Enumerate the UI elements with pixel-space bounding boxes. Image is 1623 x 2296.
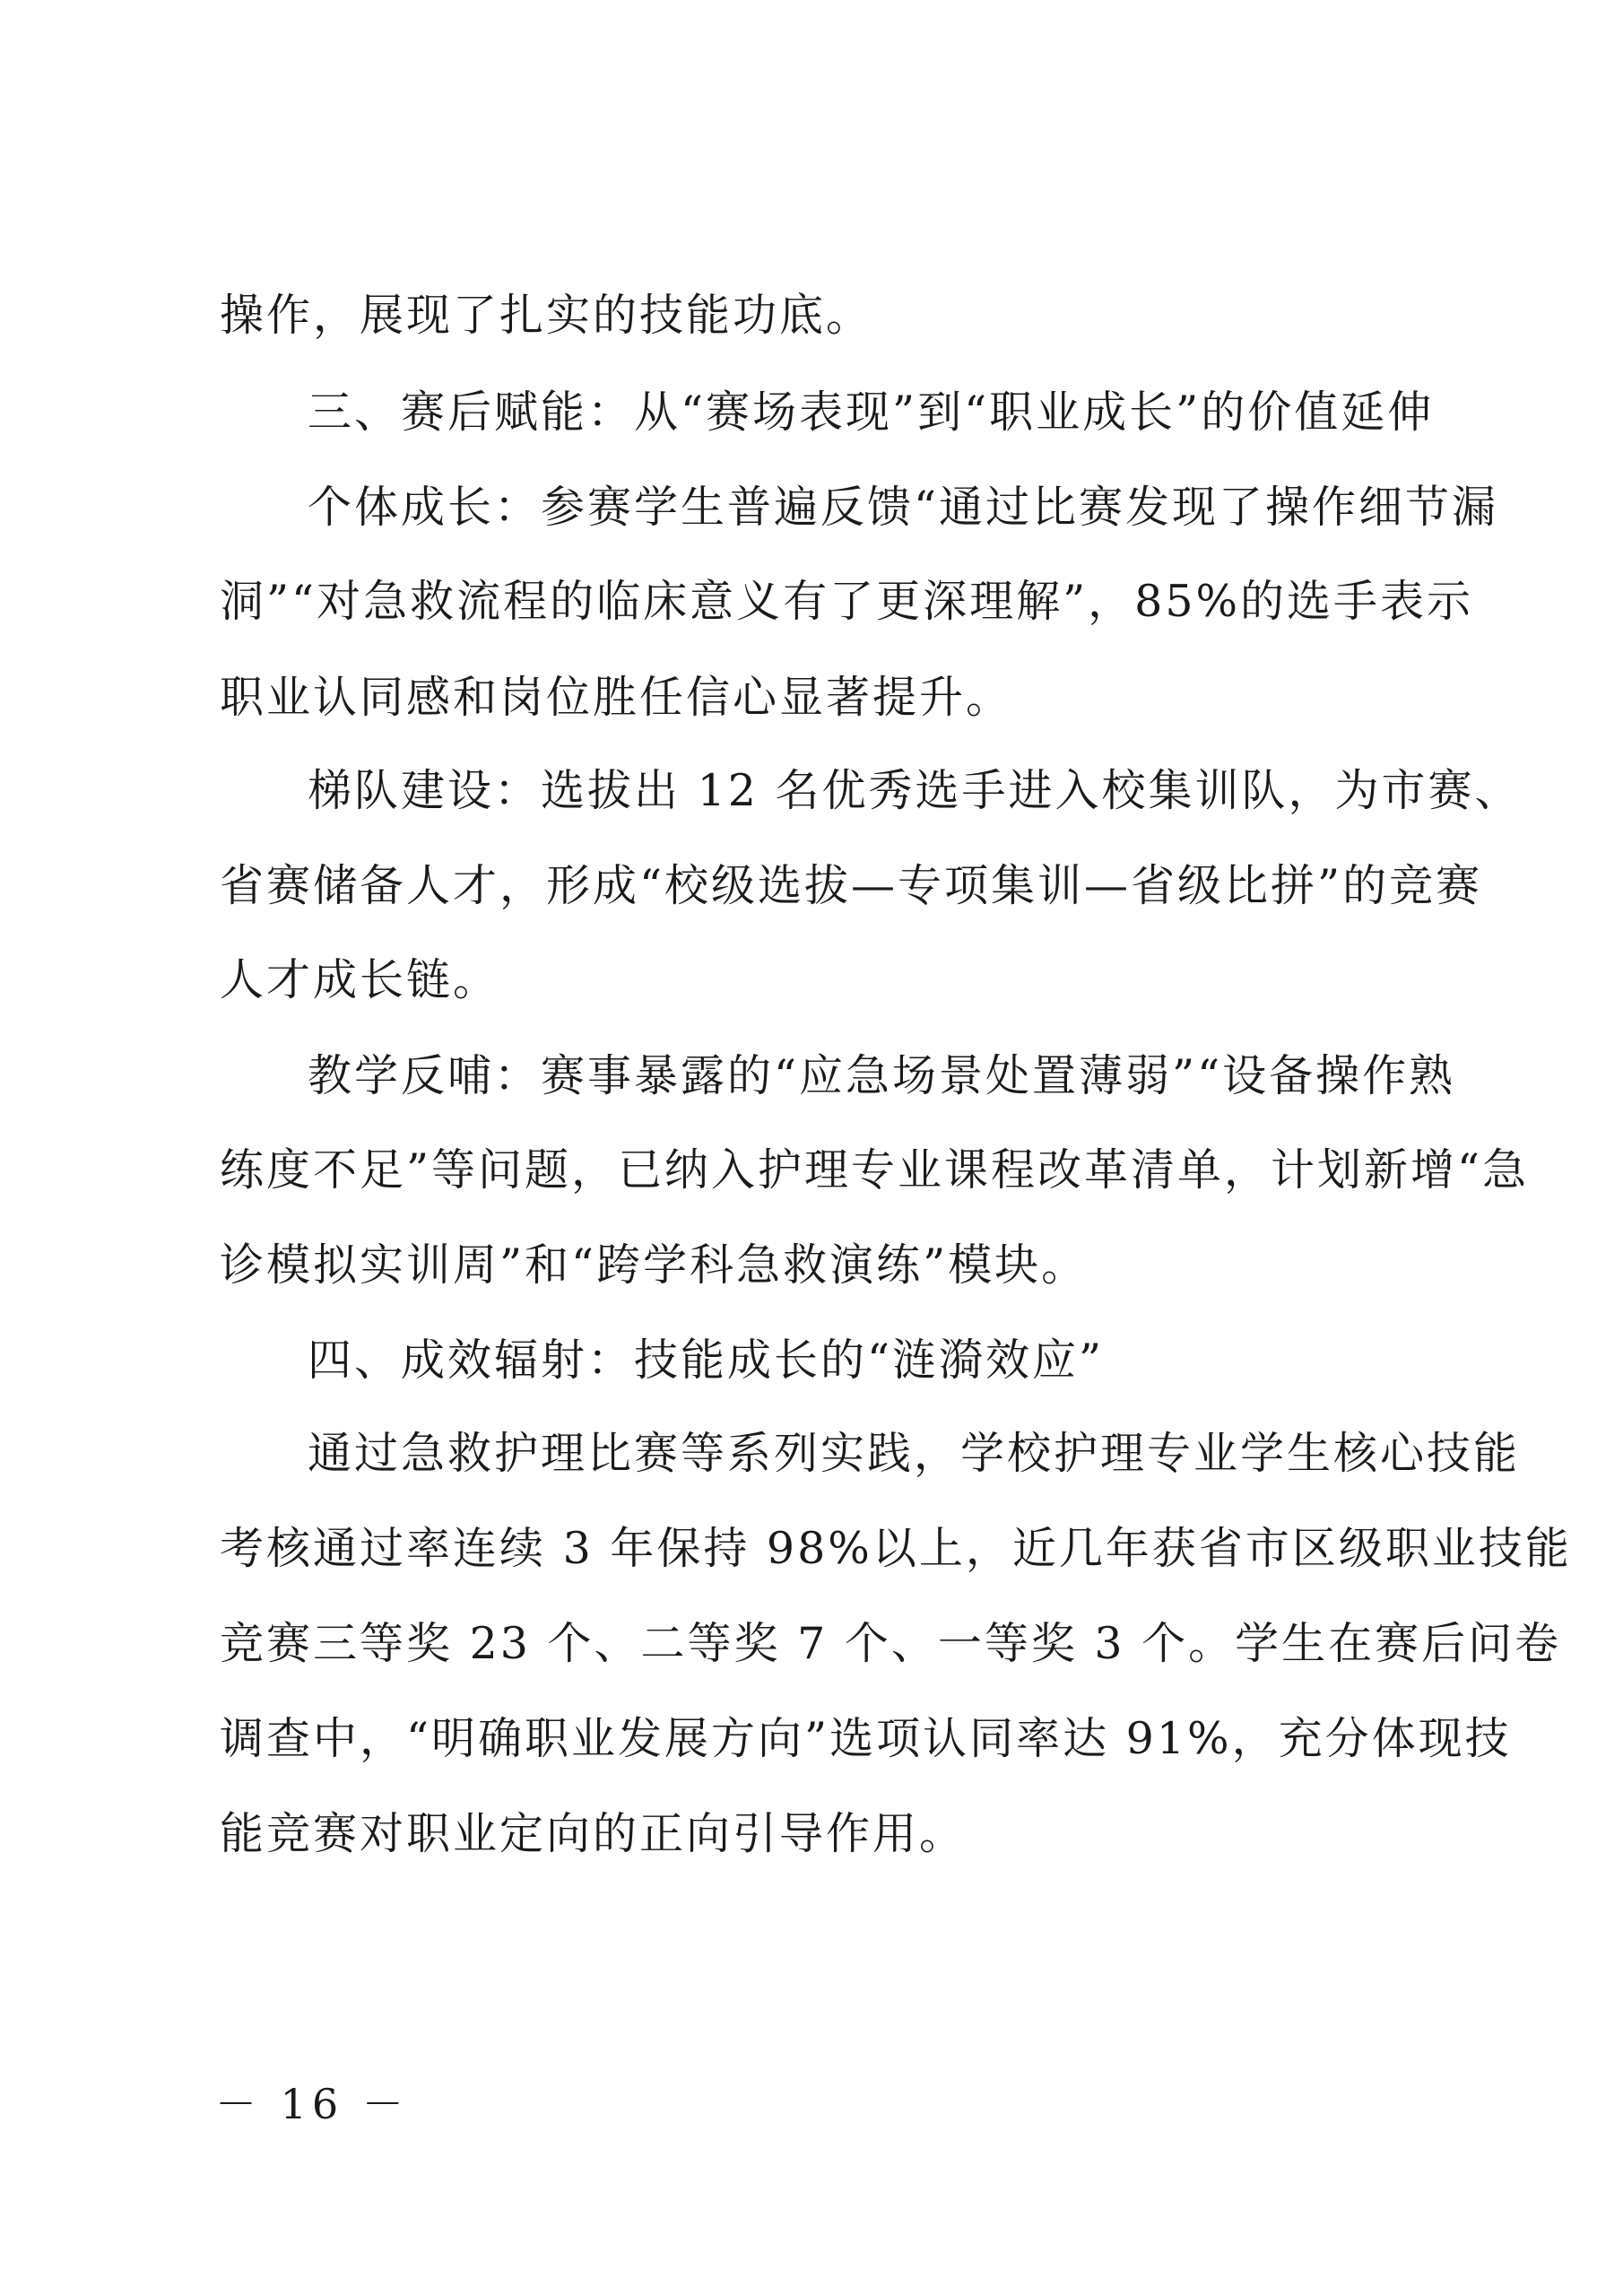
paragraph-line: 操作，展现了扎实的技能功底。 xyxy=(220,290,873,341)
paragraph-line: 职业认同感和岗位胜任信心显著提升。 xyxy=(220,672,1013,723)
paragraph-line: 练度不足”等问题，已纳入护理专业课程改革清单，计划新增“急 xyxy=(220,1144,1530,1196)
section-heading: 四、成效辐射：技能成长的“涟漪效应” xyxy=(308,1335,1105,1386)
section-heading: 三、赛后赋能：从“赛场表现”到“职业成长”的价值延伸 xyxy=(308,387,1435,438)
paragraph-line: 个体成长：参赛学生普遍反馈“通过比赛发现了操作细节漏 xyxy=(308,482,1499,533)
paragraph-line: 考核通过率连续 3 年保持 98%以上，近几年获省市区级职业技能 xyxy=(220,1523,1572,1574)
paragraph-line: 教学反哺：赛事暴露的“应急场景处置薄弱”“设备操作熟 xyxy=(308,1050,1456,1101)
paragraph-line: 竞赛三等奖 23 个、二等奖 7 个、一等奖 3 个。学生在赛后问卷 xyxy=(220,1618,1562,1669)
paragraph-line: 诊模拟实训周”和“跨学科急救演练”模块。 xyxy=(220,1239,1089,1291)
paragraph-line: 能竞赛对职业定向的正向引导作用。 xyxy=(220,1808,967,1859)
paragraph-line: 人才成长链。 xyxy=(220,954,500,1005)
paragraph-line: 省赛储备人才，形成“校级选拔—专项集训—省级比拼”的竞赛 xyxy=(220,860,1483,911)
paragraph-line: 调查中，“明确职业发展方向”选项认同率达 91%，充分体现技 xyxy=(220,1713,1512,1764)
paragraph-line: 通过急救护理比赛等系列实践，学校护理专业学生核心技能 xyxy=(308,1428,1521,1479)
paragraph-line: 梯队建设：选拔出 12 名优秀选手进入校集训队，为市赛、 xyxy=(308,765,1522,816)
paragraph-line: 洞”“对急救流程的临床意义有了更深理解”，85%的选手表示 xyxy=(220,576,1474,627)
page-number: － 16 － xyxy=(215,2080,409,2128)
